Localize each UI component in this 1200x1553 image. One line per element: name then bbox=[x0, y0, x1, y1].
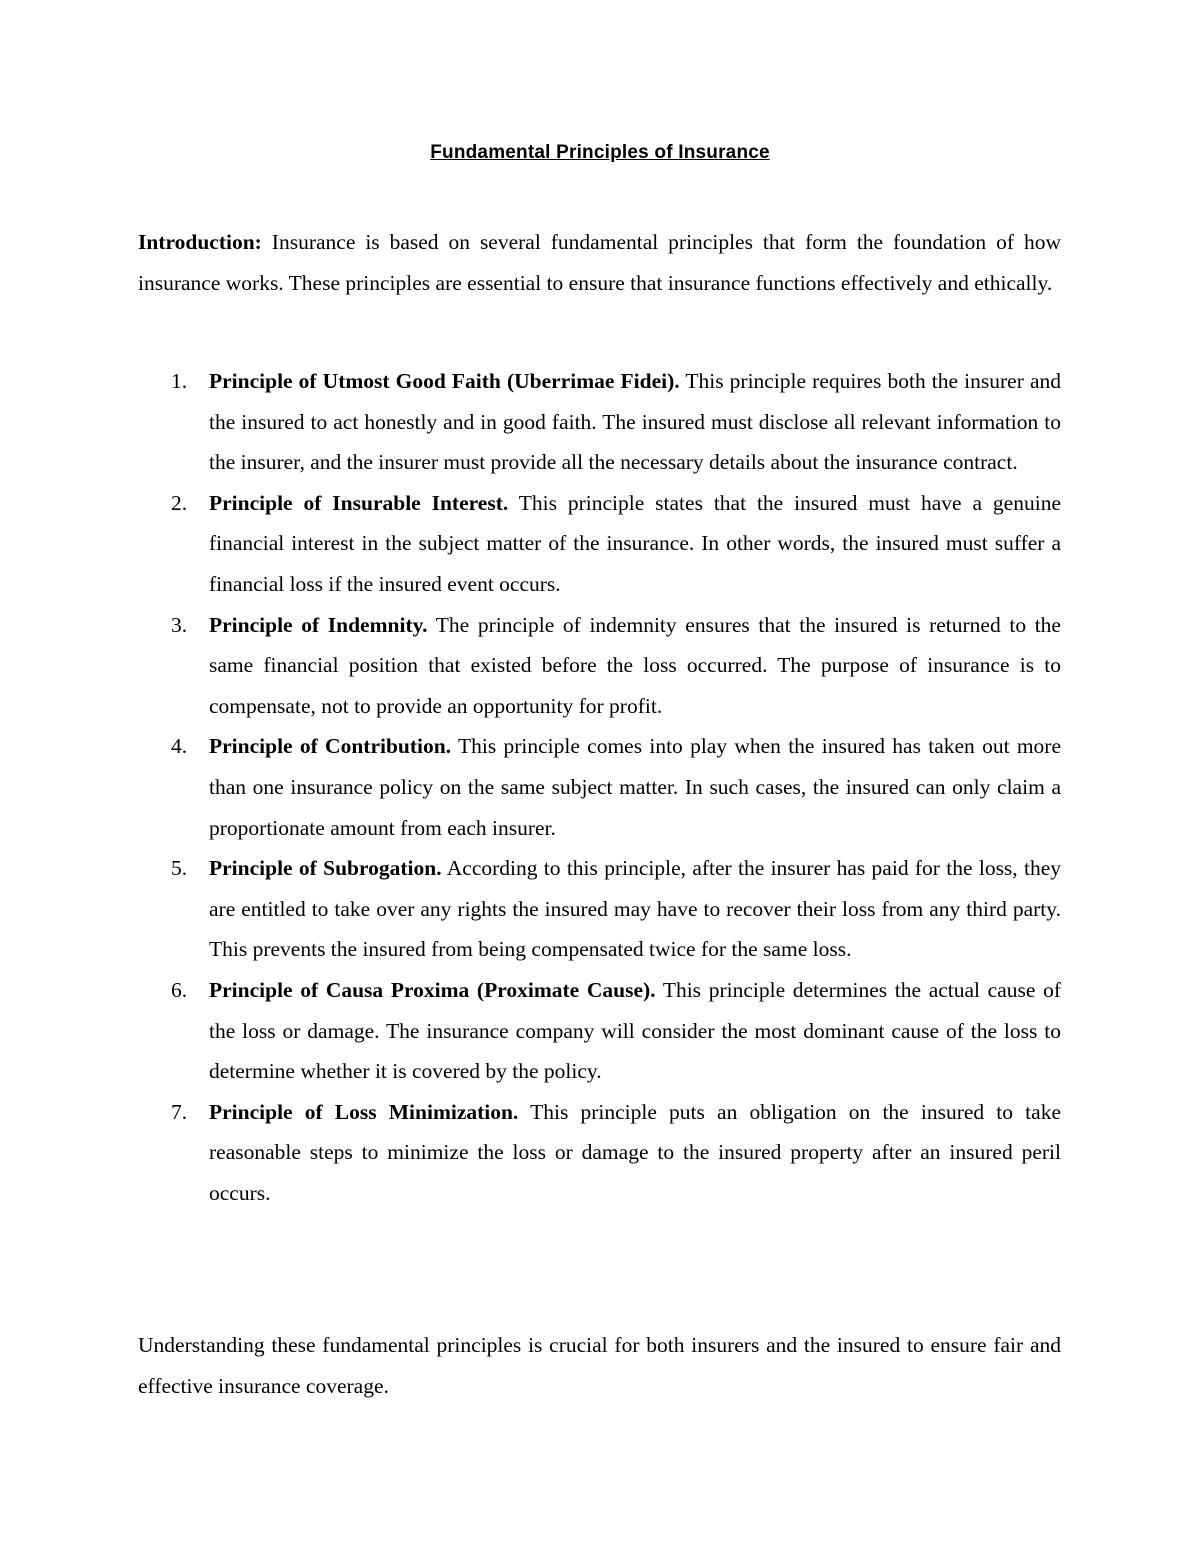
list-item-text: This principle requires both the insurer and the insured to act honestly and in good faith. The insured must disclose all relevant information to the insurer, and the insurer must provide all the necessary details about the insurance contract. bbox=[209, 369, 1061, 475]
intro-label: Introduction: bbox=[138, 230, 262, 254]
list-item-heading: Principle of Subrogation. bbox=[209, 856, 442, 881]
list-item-heading: Principle of Loss Minimization. bbox=[209, 1099, 519, 1124]
list-item-heading: Principle of Indemnity. bbox=[209, 612, 428, 637]
intro-text: Insurance is based on several fundamental principles that form the foundation of how insurance works. These principles are essential to ensure that insurance functions effectively and ethically. bbox=[138, 230, 1061, 295]
list-item-heading: Principle of Utmost Good Faith (Uberrimae Fidei). bbox=[209, 369, 680, 393]
list-item-number: 6. bbox=[171, 977, 188, 1002]
list-item-text: This principle determines the actual cause of the loss or damage. The insurance company will consider the most dominant cause of the loss to determine whether it is covered by the policy. bbox=[209, 977, 1061, 1084]
list-item-heading: Principle of Contribution. bbox=[209, 734, 452, 759]
list-item-number: 2. bbox=[171, 490, 188, 515]
intro-paragraph bbox=[138, 222, 1061, 304]
list-item bbox=[138, 726, 1061, 848]
list-item bbox=[138, 970, 1061, 1092]
list-item-heading: Principle of Causa Proxima (Proximate Cause). bbox=[209, 977, 656, 1002]
list-item-number: 1. bbox=[171, 369, 188, 393]
list-item-text: This principle states that the insured must have a genuine financial interest in the subject matter of the insurance. In other words, the insured must suffer a financial loss if the insured event occurs. bbox=[209, 490, 1061, 596]
principles-list bbox=[138, 361, 1061, 1213]
list-item bbox=[138, 848, 1061, 970]
conclusion-paragraph: Understanding these fundamental principles is crucial for both insurers and the insured to ensure fair and effective insurance coverage. bbox=[138, 1333, 1061, 1398]
list-item-number: 7. bbox=[171, 1099, 188, 1124]
list-item bbox=[138, 483, 1061, 605]
list-item-number: 4. bbox=[171, 734, 188, 759]
list-item-number: 5. bbox=[171, 856, 188, 881]
page-title: Fundamental Principles of Insurance bbox=[430, 142, 770, 163]
list-item-text: According to this principle, after the insurer has paid for the loss, they are entitled to take over any rights the insured may have to recover their loss from any third party. This prevents the insured from being compensated twice for the same loss. bbox=[209, 856, 1062, 962]
list-item bbox=[138, 605, 1061, 727]
list-item-text: This principle comes into play when the insured has taken out more than one insurance policy on the same subject matter. In such cases, the insured can only claim a proportionate amount from each insurer. bbox=[209, 734, 1061, 840]
list-item-number: 3. bbox=[171, 612, 188, 637]
list-item bbox=[138, 361, 1061, 483]
list-item-text: The principle of indemnity ensures that the insured is returned to the same financial position that existed before the loss occurred. The purpose of insurance is to compensate, not to provide an opportunity for profit. bbox=[209, 612, 1061, 718]
list-item-text: This principle puts an obligation on the insured to take reasonable steps to minimize the loss or damage to the insured property after an insured peril occurs. bbox=[209, 1099, 1061, 1205]
list-item-heading: Principle of Insurable Interest. bbox=[209, 490, 509, 515]
list-item bbox=[138, 1092, 1061, 1214]
